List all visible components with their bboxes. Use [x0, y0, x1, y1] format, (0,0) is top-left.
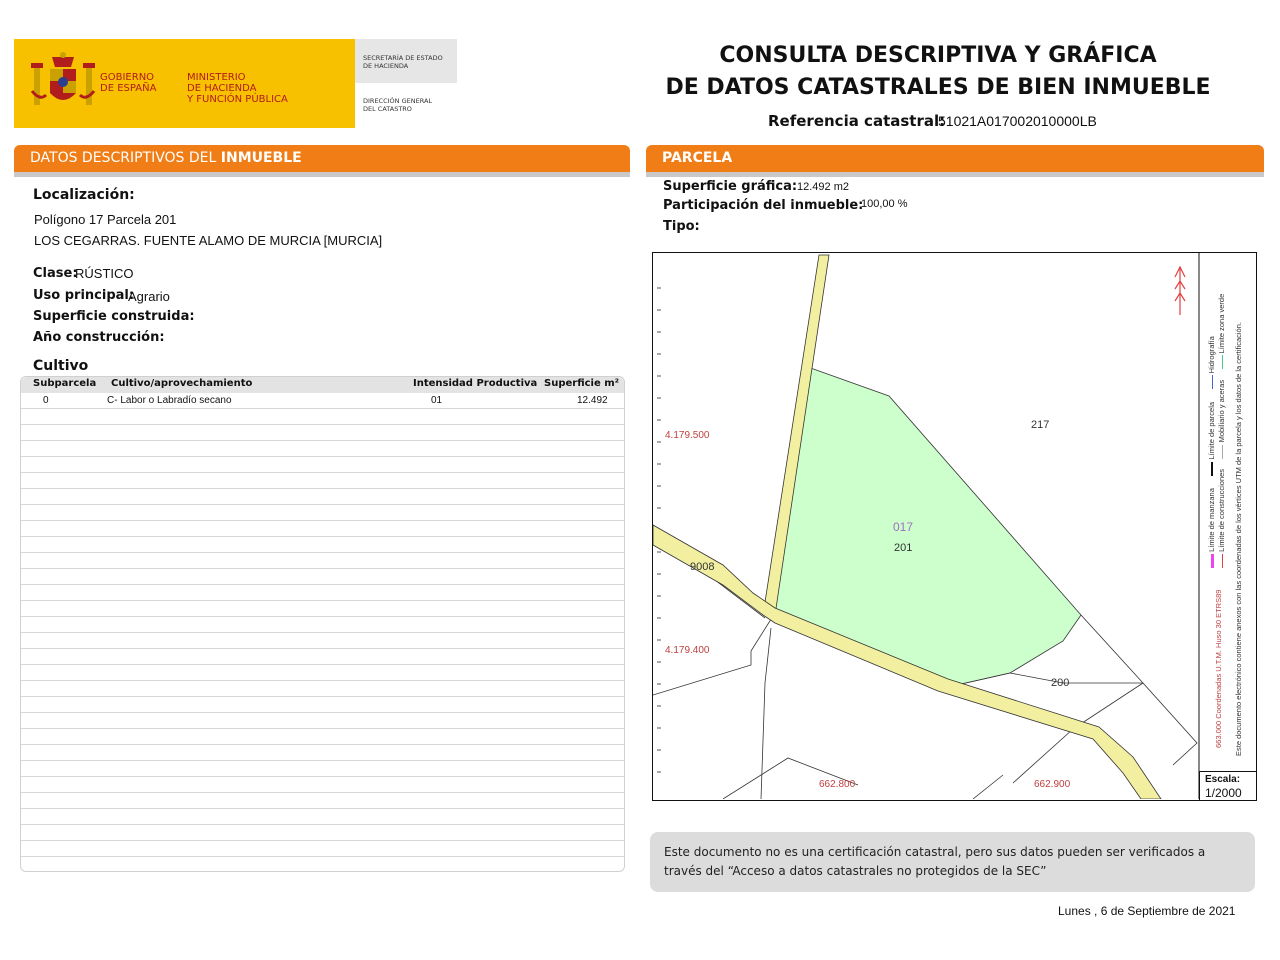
legend-mobiliario-swatch	[1222, 445, 1223, 459]
scale-value: 1/2000	[1205, 786, 1242, 800]
title-line-2: DE DATOS CATASTRALES DE BIEN INMUEBLE	[665, 75, 1211, 100]
clase-value: RÚSTICO	[75, 266, 134, 281]
table-rule-line	[21, 840, 624, 841]
ministerio-line-1: MINISTERIO	[187, 72, 246, 83]
north-arrow-icon	[1175, 267, 1185, 315]
legend-coordenadas: 663.000 Coordenadas U.T.M. Huso 30 ETRS89	[1214, 589, 1223, 748]
cell-intensidad: 01	[431, 395, 443, 406]
cell-cultivo: C- Labor o Labradío secano	[107, 395, 232, 406]
left-bar-shadow	[14, 172, 630, 177]
document-date: Lunes , 6 de Septiembre de 2021	[1058, 904, 1236, 918]
table-rule-line	[21, 632, 624, 633]
table-rule-line	[21, 472, 624, 473]
coat-of-arms-icon	[28, 51, 98, 117]
catastro-logo-panel	[355, 39, 457, 128]
direccion-line-1: DIRECCIÓN GENERAL	[363, 97, 433, 105]
table-rule-line	[21, 776, 624, 777]
gobierno-line-2: DE ESPAÑA	[100, 83, 157, 94]
uso-principal-value: Agrario	[128, 289, 170, 304]
legend-hidrografia: Hidrografía	[1207, 336, 1216, 374]
legend-col-2	[1217, 294, 1226, 568]
ref-label: Referencia catastral:	[768, 112, 946, 130]
ministerio-line-3: Y FUNCIÓN PÚBLICA	[187, 94, 288, 105]
direccion-text	[363, 97, 432, 113]
secretaria-line-1: SECRETARÍA DE ESTADO	[363, 54, 443, 62]
legend-hidrografia-swatch	[1212, 375, 1213, 389]
polygon-number-label: 017	[893, 520, 914, 534]
table-rule-line	[21, 680, 624, 681]
ministerio-text	[187, 72, 288, 105]
table-rule-line	[21, 616, 624, 617]
superficie-grafica-label: Superficie gráfica:	[663, 179, 798, 194]
ref-value: 51021A017002010000LB	[938, 113, 1097, 129]
cultivo-table-header	[21, 377, 624, 393]
document-title	[630, 40, 1246, 104]
legend-parcela-swatch	[1211, 462, 1213, 476]
table-rule-line	[21, 440, 624, 441]
legend-zona-verde-swatch	[1222, 355, 1223, 369]
map-svg	[653, 253, 1255, 799]
gobierno-text	[100, 72, 156, 94]
parcel-number-label: 201	[894, 542, 913, 554]
legend-col-1	[1207, 336, 1216, 568]
table-rule-line	[21, 408, 624, 409]
gobierno-line-1: GOBIERNO	[100, 72, 155, 83]
localizacion-line-2: LOS CEGARRAS. FUENTE ALAMO DE MURCIA [MURCIA]	[34, 233, 383, 248]
participacion-label: Participación del inmueble:	[663, 198, 864, 213]
table-rule-line	[21, 824, 624, 825]
cadastral-map	[652, 252, 1257, 801]
direccion-line-2: DEL CATASTRO	[363, 105, 412, 113]
legend-mobiliario: Mobiliario y aceras	[1217, 379, 1226, 443]
right-bar-shadow	[646, 172, 1264, 177]
x-coord-2: 662.900	[1034, 779, 1071, 790]
neighbor-217-label: 217	[1031, 419, 1050, 431]
clase-label: Clase:	[33, 266, 78, 281]
y-coord-2: 4.179.400	[665, 645, 710, 656]
table-rule-line	[21, 504, 624, 505]
table-rule-line	[21, 712, 624, 713]
table-rule-line	[21, 728, 624, 729]
table-rule-line	[21, 808, 624, 809]
legend-parcela: Límite de parcela	[1207, 401, 1216, 460]
y-coord-1: 4.179.500	[665, 430, 710, 441]
road-label: 9008	[690, 561, 715, 573]
secretaria-text	[363, 54, 443, 70]
scale-label: Escala:	[1205, 774, 1241, 785]
section-parcela	[646, 145, 1264, 172]
title-line-1: CONSULTA DESCRIPTIVA Y GRÁFICA	[719, 43, 1157, 68]
tipo-label: Tipo:	[663, 219, 700, 234]
table-rule-line	[21, 536, 624, 537]
table-rule-line	[21, 856, 624, 857]
table-rule-line	[21, 552, 624, 553]
table-rule-line	[21, 600, 624, 601]
anio-construccion-label: Año construcción:	[33, 330, 165, 345]
localizacion-label: Localización:	[33, 187, 135, 203]
table-rule-line	[21, 456, 624, 457]
participacion-value: 100,00 %	[861, 198, 908, 210]
table-rule-line	[21, 584, 624, 585]
th-cultivo: Cultivo/aprovechamiento	[111, 378, 253, 389]
legend-manzana: Límite de manzana	[1207, 488, 1216, 552]
table-rule-line	[21, 760, 624, 761]
legend-construcciones-swatch	[1222, 554, 1223, 568]
table-rule-line	[21, 424, 624, 425]
referencia-catastral	[768, 112, 1097, 130]
map-scale	[1199, 771, 1257, 801]
table-rule-line	[21, 744, 624, 745]
cell-subparcela: 0	[43, 395, 49, 406]
cell-superficie: 12.492	[577, 395, 608, 406]
x-coord-1: 662.800	[819, 779, 856, 790]
cultivo-table	[20, 376, 625, 872]
table-rule-line	[21, 664, 624, 665]
table-rule-line	[21, 520, 624, 521]
section-title-bold: INMUEBLE	[220, 150, 302, 166]
legend-construcciones: Límite de construcciones	[1217, 468, 1226, 552]
superficie-construida-label: Superficie construida:	[33, 309, 195, 324]
ministerio-line-2: DE HACIENDA	[187, 83, 257, 94]
neighbor-200-label: 200	[1051, 677, 1070, 689]
table-rule-line	[21, 696, 624, 697]
section-title-normal: DATOS DESCRIPTIVOS DEL	[30, 150, 221, 166]
table-rule-line	[21, 568, 624, 569]
localizacion-line-1: Polígono 17 Parcela 201	[34, 212, 177, 227]
table-rule-line	[21, 648, 624, 649]
table-rule-line	[21, 488, 624, 489]
secretaria-line-2: DE HACIENDA	[363, 62, 409, 70]
cultivo-label: Cultivo	[33, 358, 89, 374]
superficie-grafica-value: 12.492 m2	[797, 181, 849, 193]
section-parcela-title: PARCELA	[662, 150, 733, 166]
legend-zona-verde: Límite zona verde	[1217, 293, 1226, 354]
legend-manzana-swatch	[1211, 554, 1214, 568]
table-rule-line	[21, 792, 624, 793]
government-logo	[14, 39, 355, 128]
th-subparcela: Subparcela	[33, 378, 97, 389]
th-superficie: Superficie m²	[544, 378, 620, 389]
section-datos-descriptivos	[14, 145, 630, 172]
th-intensidad: Intensidad Productiva	[413, 378, 538, 389]
uso-principal-label: Uso principal:	[33, 288, 135, 303]
notice-box: Este documento no es una certificación catastral, pero sus datos pueden ser verificados a través del “Acceso a datos catastrales no protegidos de la SEC”	[650, 832, 1255, 892]
legend-electronico: Este documento electrónico contiene anexos con las coordenadas de los vértices UTM de la parcela y los datos de la certificación.	[1234, 322, 1243, 756]
